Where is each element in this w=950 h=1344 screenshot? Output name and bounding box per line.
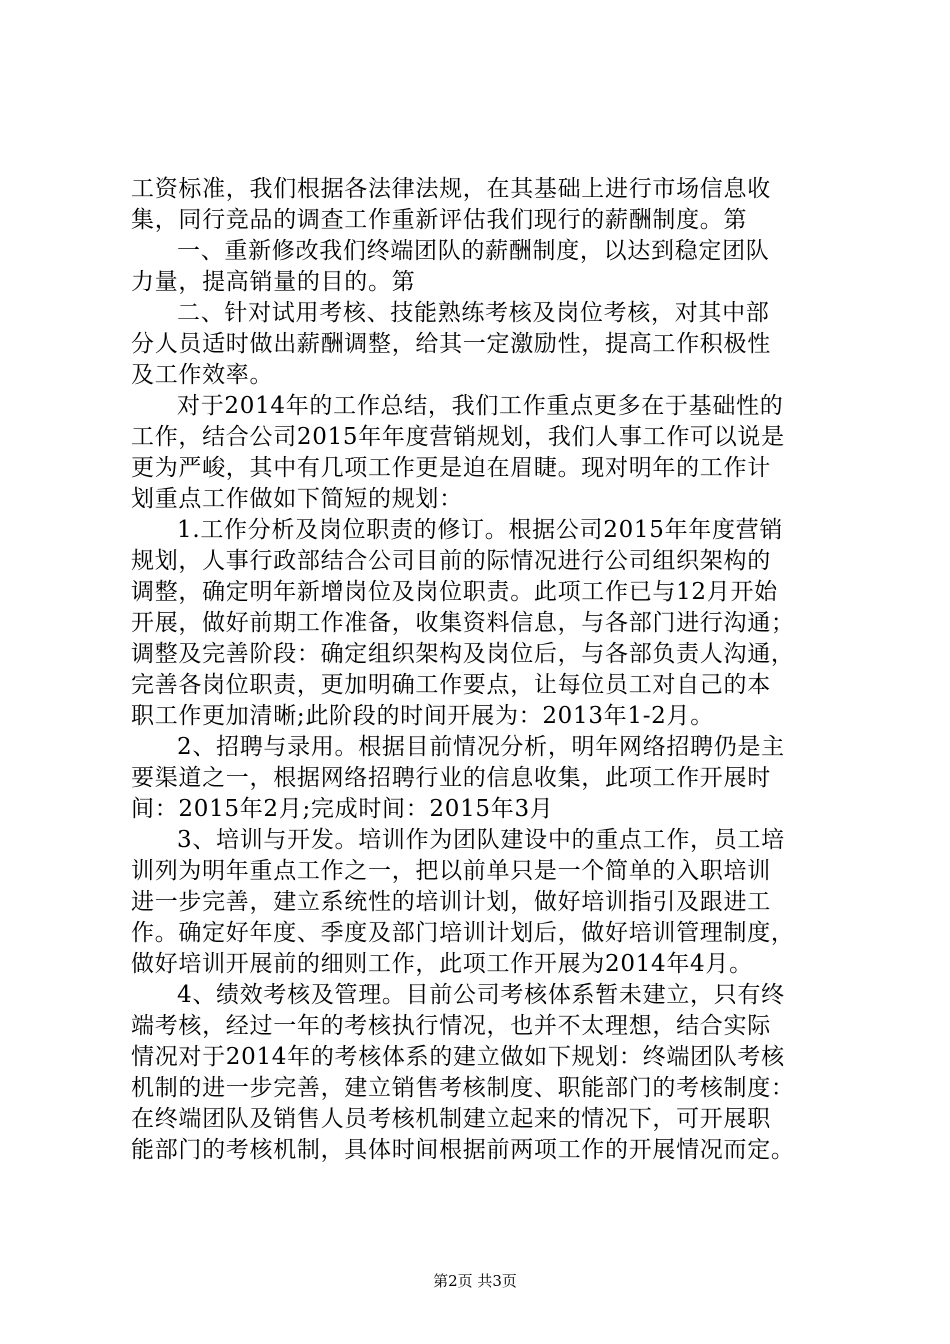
text-line: 工资标准，我们根据各法律法规，在其基础上进行市场信息收 [131,176,771,202]
text-line: 调整，确定明年新增岗位及岗位职责。此项工作已与12月开始 [131,579,778,605]
text-line: 规划，人事行政部结合公司目前的际情况进行公司组织架构的 [131,548,771,574]
text-line: 情况对于2014年的考核体系的建立做如下规划：终端团队考核 [131,1044,785,1070]
text-line: 3、培训与开发。培训作为团队建设中的重点工作，员工培 [177,827,785,853]
text-line: 及工作效率。 [131,362,274,388]
text-line: 力量，提高销量的目的。第 [131,269,416,295]
text-line: 集，同行竞品的调查工作重新评估我们现行的薪酬制度。第 [131,207,748,233]
page-number: 第2页 共3页 [433,1272,517,1290]
text-line: 能部门的考核机制，具体时间根据前两项工作的开展情况而定。 [131,1137,795,1163]
text-line: 工作，结合公司2015年年度营销规划，我们人事工作可以说是 [131,424,785,450]
text-line: 开展，做好前期工作准备，收集资料信息，与各部门进行沟通； [131,610,795,636]
text-line: 2、招聘与录用。根据目前情况分析，明年网络招聘仍是主 [177,734,785,760]
text-line: 调整及完善阶段：确定组织架构及岗位后，与各部负责人沟通， [131,641,795,667]
text-line: 对于2014年的工作总结，我们工作重点更多在于基础性的 [177,393,784,419]
text-line: 分人员适时做出薪酬调整，给其一定激励性，提高工作积极性 [131,331,771,357]
text-line: 二、针对试用考核、技能熟练考核及岗位考核，对其中部 [177,300,770,326]
body-text [131,174,831,1166]
text-line: 1.工作分析及岗位职责的修订。根据公司2015年年度营销 [177,517,784,543]
text-line: 职工作更加清晰;此阶段的时间开展为：2013年1-2月。 [131,703,714,729]
text-line: 做好培训开展前的细则工作，此项工作开展为2014年4月。 [131,951,753,977]
text-line: 间：2015年2月;完成时间：2015年3月 [131,796,554,822]
text-line: 作。确定好年度、季度及部门培训计划后，做好培训管理制度， [131,920,795,946]
text-line: 训列为明年重点工作之一，把以前单只是一个简单的入职培训 [131,858,771,884]
page-footer [0,1271,950,1291]
text-line: 4、绩效考核及管理。目前公司考核体系暂未建立，只有终 [177,982,785,1008]
text-line: 进一步完善，建立系统性的培训计划，做好培训指引及跟进工 [131,889,771,915]
text-line: 划重点工作做如下简短的规划： [131,486,463,512]
text-line: 要渠道之一，根据网络招聘行业的信息收集，此项工作开展时 [131,765,771,791]
text-line: 在终端团队及销售人员考核机制建立起来的情况下，可开展职 [131,1106,771,1132]
text-line: 一、重新修改我们终端团队的薪酬制度，以达到稳定团队 [177,238,770,264]
text-line: 完善各岗位职责，更加明确工作要点，让每位员工对自己的本 [131,672,771,698]
text-line: 端考核，经过一年的考核执行情况，也并不太理想，结合实际 [131,1013,771,1039]
text-line: 机制的进一步完善，建立销售考核制度、职能部门的考核制度： [131,1075,795,1101]
text-line: 更为严峻，其中有几项工作更是迫在眉睫。现对明年的工作计 [131,455,771,481]
